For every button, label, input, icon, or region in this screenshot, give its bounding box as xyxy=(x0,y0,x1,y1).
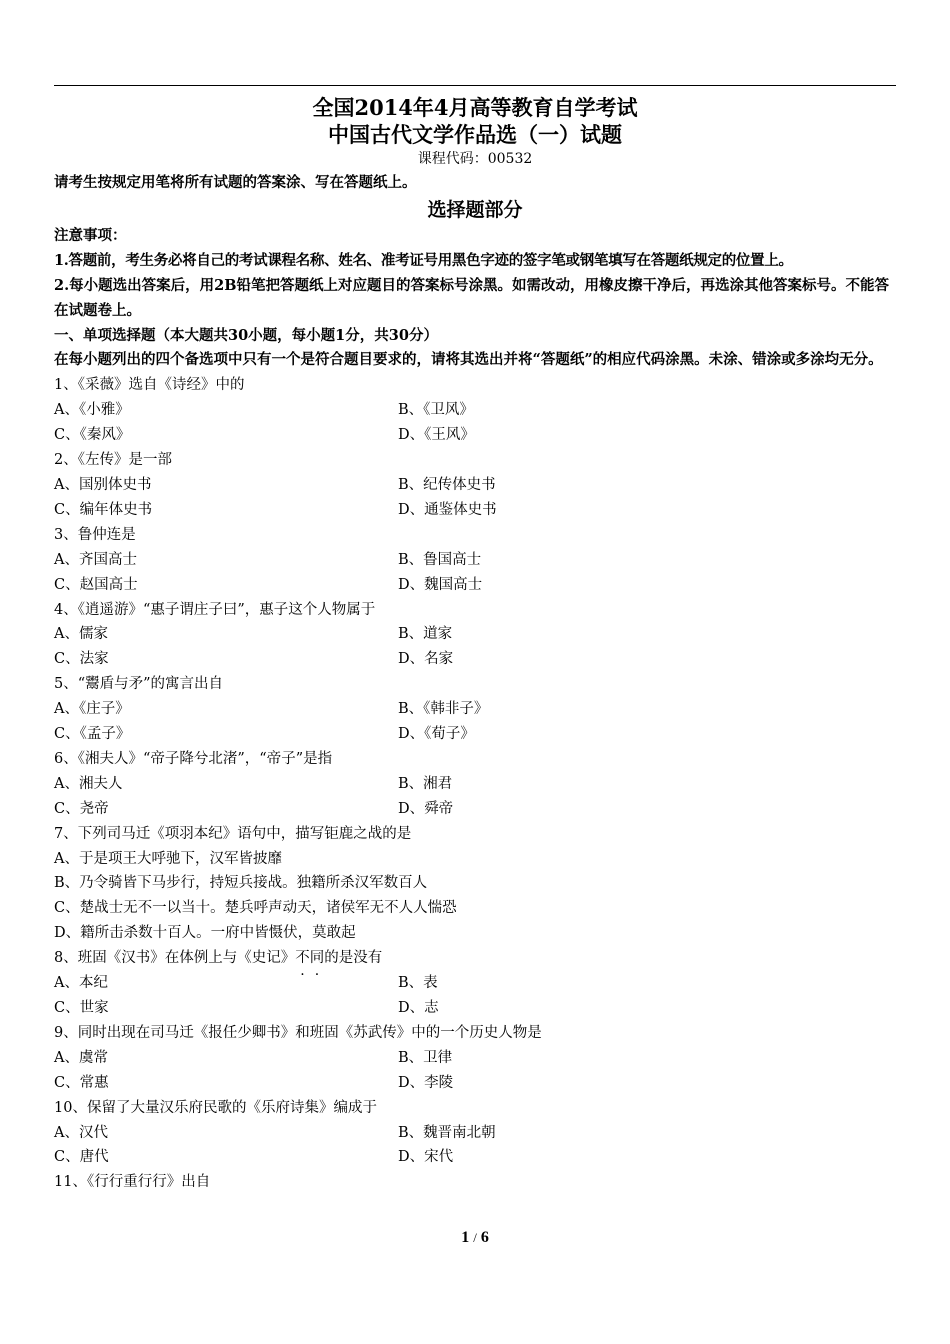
note-item-2: 2.每小题选出答案后，用2B铅笔把答题纸上对应题目的答案标号涂黑。如需改动，用橡皮擦干净后，再选涂其他答案标号。不能答在试题卷上。 xyxy=(54,276,889,319)
total-pages: 6 xyxy=(480,1229,489,1246)
page-number xyxy=(0,1228,950,1248)
course-code: 课程代码：00532 xyxy=(417,151,533,167)
option-a: A、湘夫人 xyxy=(54,775,123,792)
question-stem: 4、《逍遥游》“惠子谓庄子曰”，惠子这个人物属于 xyxy=(54,601,376,618)
option-row xyxy=(54,423,896,448)
option-c: C、尧帝 xyxy=(54,800,109,817)
option-a: A、《庄子》 xyxy=(54,701,130,718)
question-stem: 1、《采薇》选自《诗经》中的 xyxy=(54,377,245,394)
option-row xyxy=(54,647,896,672)
option-b: B、湘君 xyxy=(398,775,453,792)
option-c: C、《孟子》 xyxy=(54,726,131,743)
option-row xyxy=(54,722,896,747)
option-c: C、唐代 xyxy=(54,1149,109,1166)
general-instruction: 请考生按规定用笔将所有试题的答案涂、写在答题纸上。 xyxy=(54,174,417,191)
option-c: C、世家 xyxy=(54,1000,109,1016)
question-stem: 2、《左传》是一部 xyxy=(54,452,172,469)
option-b: B、《卫风》 xyxy=(398,402,474,419)
notes-heading: 注意事项： xyxy=(54,226,127,244)
option-a: A、国别体史书 xyxy=(54,476,152,493)
option-c: C、常惠 xyxy=(54,1074,109,1091)
question-stem: 5、“鬻盾与矛”的寓言出自 xyxy=(54,676,224,693)
option-d: D、名家 xyxy=(398,651,454,668)
question-stem: 10、保留了大量汉乐府民歌的《乐府诗集》编成于 xyxy=(54,1099,377,1116)
option-a: A、于是项王大呼驰下，汉军皆披靡 xyxy=(54,850,282,867)
emphasis-char: 不 xyxy=(295,950,310,967)
option-d: D、籍所击杀数十百人。一府中皆慑伏，莫敢起 xyxy=(54,925,356,942)
option-row xyxy=(54,1046,896,1071)
option-a: A、儒家 xyxy=(54,626,108,643)
option-d: D、《荀子》 xyxy=(398,726,475,743)
option-b: B、表 xyxy=(398,975,438,992)
option-d: D、通鉴体史书 xyxy=(398,501,497,518)
option-a: A、齐国高士 xyxy=(54,551,137,568)
option-d: D、志 xyxy=(398,1000,439,1016)
option-c: C、法家 xyxy=(54,651,109,668)
emphasis-char: 同 xyxy=(309,950,325,967)
option-row xyxy=(54,1145,896,1170)
option-row xyxy=(54,573,896,598)
option-a: A、本纪 xyxy=(54,975,108,992)
question-stem xyxy=(54,946,896,971)
option-b: B、鲁国高士 xyxy=(398,551,482,568)
page-separator: / xyxy=(473,1230,477,1245)
option-row xyxy=(54,1121,896,1146)
part1-instruction: 在每小题列出的四个备选项中只有一个是符合题目要求的，请将其选出并将“答题纸”的相应代码涂黑。未涂、错涂或多涂均无分。 xyxy=(54,351,883,369)
option-b: B、道家 xyxy=(398,626,453,643)
question-stem: 11、《行行重行行》出自 xyxy=(54,1174,211,1191)
option-row xyxy=(54,996,896,1021)
option-row xyxy=(54,797,896,822)
option-row xyxy=(54,1071,896,1096)
option-row xyxy=(54,548,896,573)
option-a: A、《小雅》 xyxy=(54,402,130,419)
subject-title: 中国古代文学作品选（一）试题 xyxy=(328,122,622,147)
question-stem: 7、下列司马迁《项羽本纪》语句中，描写钜鹿之战的是 xyxy=(54,825,412,842)
option-b: B、《韩非子》 xyxy=(398,701,489,718)
option-row xyxy=(54,772,896,797)
exam-title: 全国2014年4月高等教育自学考试 xyxy=(312,95,638,120)
question-stem: 3、鲁仲连是 xyxy=(54,526,136,543)
question-stem: 9、同时出现在司马迁《报任少卿书》和班固《苏武传》中的一个历史人物是 xyxy=(54,1024,542,1041)
current-page: 1 xyxy=(461,1229,470,1246)
top-rule xyxy=(54,85,896,86)
question-stem-part: 8、班固《汉书》在体例上与《史记》 xyxy=(54,950,296,967)
option-row xyxy=(54,498,896,523)
part1-heading: 一、单项选择题（本大题共30小题，每小题1分，共30分） xyxy=(54,326,438,344)
option-c: C、赵国高士 xyxy=(54,576,138,593)
option-b: B、魏晋南北朝 xyxy=(398,1124,496,1141)
exam-page xyxy=(54,94,896,1195)
option-c: C、楚战士无不一以当十。楚兵呼声动天，诸侯军无不人人惴恐 xyxy=(54,900,457,917)
option-row xyxy=(54,622,896,647)
option-d: D、魏国高士 xyxy=(398,576,483,593)
option-row xyxy=(54,473,896,498)
option-a: A、汉代 xyxy=(54,1124,108,1141)
question-stem-part: 的是没有 xyxy=(324,950,383,967)
option-c: C、《秦风》 xyxy=(54,427,131,444)
question-stem: 6、《湘夫人》“帝子降兮北渚”，“帝子”是指 xyxy=(54,750,333,767)
option-d: D、舜帝 xyxy=(398,800,454,817)
option-d: D、《王风》 xyxy=(398,427,475,444)
option-row xyxy=(54,971,896,996)
note-item-1: 1.答题前，考生务必将自己的考试课程名称、姓名、准考证号用黑色字迹的签字笔或钢笔填写在答题纸规定的位置上。 xyxy=(54,251,793,269)
option-row xyxy=(54,697,896,722)
option-b: B、乃令骑皆下马步行，持短兵接战。独籍所杀汉军数百人 xyxy=(54,875,428,892)
section-title: 选择题部分 xyxy=(427,198,523,221)
option-d: D、宋代 xyxy=(398,1149,454,1166)
option-c: C、编年体史书 xyxy=(54,501,153,518)
option-row xyxy=(54,398,896,423)
option-b: B、卫律 xyxy=(398,1049,453,1066)
option-b: B、纪传体史书 xyxy=(398,476,496,493)
option-d: D、李陵 xyxy=(398,1074,454,1091)
option-a: A、虞常 xyxy=(54,1049,108,1066)
